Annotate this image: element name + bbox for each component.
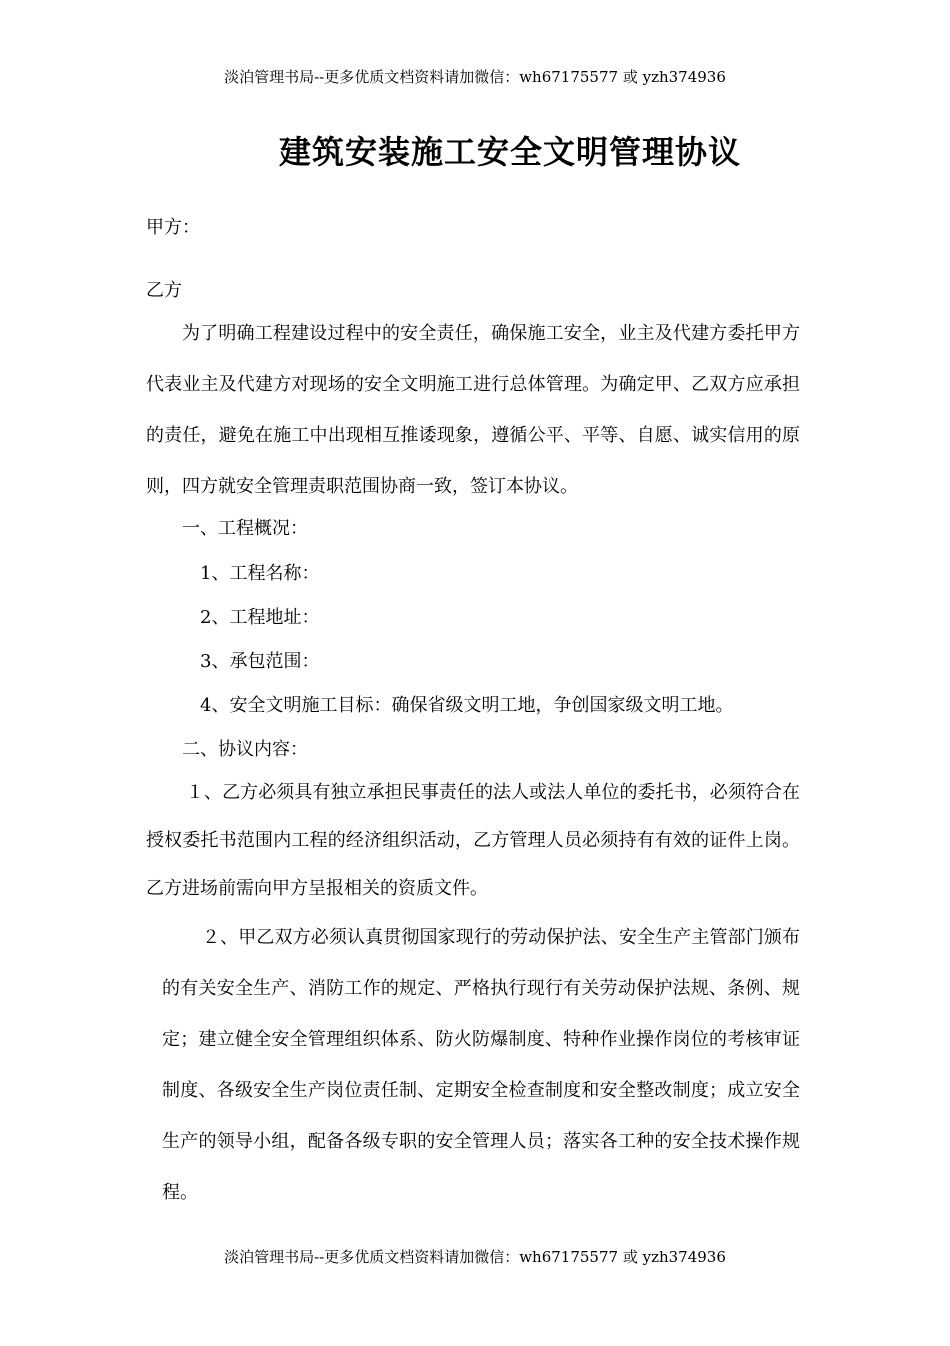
section2-heading: 二、协议内容： bbox=[182, 739, 308, 760]
section1-heading: 一、工程概况： bbox=[182, 518, 308, 539]
intro-paragraph: 为了明确工程建设过程中的安全责任，确保施工安全，业主及代建方委托甲方代表业主及代建方对现场的安全文明施工进行总体管理。为确定甲、乙双方应承担的责任，避免在施工中出现相互推诿现象，遵循公平、平等、自愿、诚实信用的原则，四方就安全管理责职范围协商一致，签订本协议。 bbox=[146, 323, 800, 497]
document-title: 建筑安装施工安全文明管理协议 bbox=[278, 133, 741, 171]
section1-item-address: 2、工程地址： bbox=[200, 607, 320, 628]
page-header: 淡泊管理书局--更多优质文档资料请加微信：wh67175577 或 yzh374936 bbox=[224, 68, 726, 86]
section1-item-name: 1、工程名称： bbox=[200, 563, 320, 584]
section1-item-scope: 3、承包范围： bbox=[200, 651, 320, 672]
section1-item-target: 4、安全文明施工目标：确保省级文明工地，争创国家级文明工地。 bbox=[200, 695, 734, 716]
page-footer: 淡泊管理书局--更多优质文档资料请加微信：wh67175577 或 yzh374936 bbox=[224, 1248, 726, 1266]
clause-2: ２、甲乙双方必须认真贯彻国家现行的劳动保护法、安全生产主管部门颁布的有关安全生产、消防工作的规定、严格执行现行有关劳动保护法规、条例、规定；建立健全安全管理组织体系、防火防爆制度、特种作业操作岗位的考核审证制度、各级安全生产岗位责任制、定期安全检查制度和安全整改制度；成立安全生产的领导小组，配备各级专职的安全管理人员；落实各工种的安全技术操作规程。 bbox=[162, 927, 800, 1203]
party-a-label: 甲方： bbox=[146, 217, 200, 238]
party-b-label: 乙方 bbox=[146, 280, 182, 301]
clause-1: １、乙方必须具有独立承担民事责任的法人或法人单位的委托书，必须符合在授权委托书范围内工程的经济组织活动，乙方管理人员必须持有有效的证件上岗。乙方进场前需向甲方呈报相关的资质文件。 bbox=[146, 782, 800, 899]
